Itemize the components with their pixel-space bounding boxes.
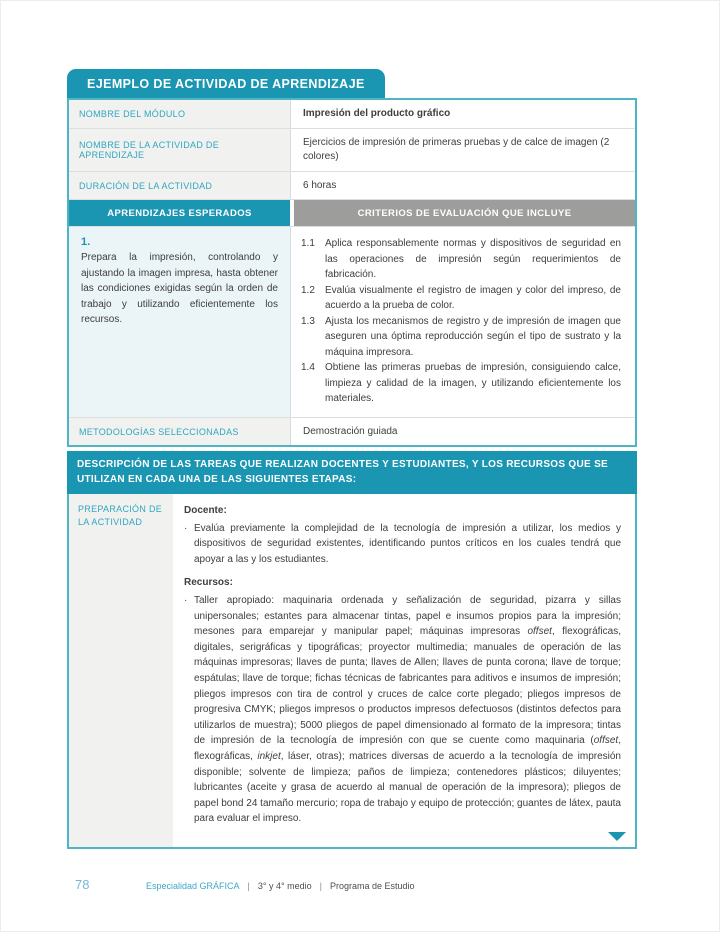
table-row	[69, 172, 635, 201]
section-tab-title: EJEMPLO DE ACTIVIDAD DE APRENDIZAJE	[67, 69, 385, 98]
recursos-bullet-item	[184, 593, 621, 827]
footer-specialty: Especialidad GRÁFICA	[146, 881, 240, 891]
footer-separator: |	[319, 881, 322, 891]
footer-separator: |	[247, 881, 250, 891]
docente-bullet-item	[184, 521, 621, 568]
preparation-label: PREPARACIÓN DE LA ACTIVIDAD	[69, 494, 173, 847]
expected-learning-cell	[69, 227, 290, 417]
criterion-number: 1.1	[301, 238, 315, 249]
footer-grade: 3° y 4° medio	[257, 881, 312, 891]
duration-value: 6 horas	[290, 172, 635, 200]
activity-name-label: NOMBRE DE LA ACTIVIDAD DE APRENDIZAJE	[69, 129, 290, 171]
criterion-item	[301, 360, 621, 407]
activity-name-value: Ejercicios de impresión de primeras pruebas y de calce de imagen (2 colores)	[290, 129, 635, 171]
page-footer	[75, 877, 415, 892]
criterion-text: Evalúa visualmente el registro de imagen y color del impreso, de acuerdo a la prueba de color.	[325, 284, 621, 311]
footer-program: Programa de Estudio	[329, 881, 415, 891]
docente-bullet-text: Evalúa previamente la complejidad de la tecnología de impresión a utilizar, los medios y dispositivos de seguridad existentes, identificando puntos críticos en los cuales tendrá que apoyar a las y los estudiantes.	[194, 522, 621, 565]
bullet-glyph: ·	[184, 522, 188, 534]
table-row	[69, 100, 635, 129]
criterion-item	[301, 314, 621, 361]
expected-learning-number: 1.	[81, 236, 91, 248]
evaluation-criteria-header: CRITERIOS DE EVALUACIÓN QUE INCLUYE	[290, 200, 635, 226]
criterion-item	[301, 283, 621, 314]
table-row	[69, 129, 635, 172]
recursos-heading: Recursos:	[184, 577, 233, 589]
activity-info-table	[67, 98, 637, 447]
table-row	[69, 418, 635, 446]
criterion-item	[301, 236, 621, 283]
methodology-value: Demostración guiada	[290, 418, 635, 446]
page-number: 78	[75, 877, 90, 892]
expected-learning-text: Prepara la impresión, controlando y ajustando la imagen impresa, hasta obtener las condiciones exigidas según la orden de trabajo y utilizando eficientemente los recursos.	[81, 252, 278, 325]
preparation-content	[173, 494, 635, 847]
criterion-text: Obtiene las primeras pruebas de impresión, consiguiendo calce, limpieza y calidad de la imagen, y utilizando eficientemente los materiales.	[325, 362, 621, 404]
continuation-arrow-icon	[608, 832, 626, 841]
criterion-text: Ajusta los mecanismos de registro y de impresión de imagen que aseguren una óptima reproducción según el tipo de sustrato y la máquina impresora.	[325, 315, 621, 358]
criterion-number: 1.4	[301, 362, 315, 373]
methodology-label: METODOLOGÍAS SELECCIONADAS	[69, 418, 290, 446]
module-name-value: Impresión del producto gráfico	[290, 100, 635, 128]
criteria-list	[290, 227, 635, 417]
docente-heading: Docente:	[184, 505, 227, 516]
criterion-number: 1.3	[301, 315, 315, 327]
tasks-description-band: DESCRIPCIÓN DE LAS TAREAS QUE REALIZAN DOCENTES Y ESTUDIANTES, Y LOS RECURSOS QUE SE UTILIZAN EN CADA UNA DE LAS SIGUIENTES ETAPAS:	[67, 451, 637, 494]
criterion-number: 1.2	[301, 284, 315, 296]
learning-headers-row	[69, 200, 635, 227]
activity-sheet	[67, 69, 637, 849]
criterion-text: Aplica responsablemente normas y dispositivos de seguridad en las operaciones de impresión según requerimientos de fabricación.	[325, 238, 621, 280]
learning-content-row	[69, 227, 635, 418]
duration-label: DURACIÓN DE LA ACTIVIDAD	[69, 172, 290, 200]
recursos-bullet-text: Taller apropiado: maquinaria ordenada y señalización de seguridad, pizarra y sillas unipersonales; estantes para almacenar tintas, papel e insumos propios para la impresión; mesones para emparejar y manipular papel; máquinas impresoras offset, flexográficas, digitales, serigráficas y tipográficas; proyector multimedia; manuales de operación de las máquinas impresoras; llaves de punta; llaves de Allen; llaves de punta corona; llave de torque; espátulas; llave de torque; fichas técnicas de fabricantes para aditivos e insumos de impresión; pliegos impresos con tira de control y cruces de calce corte plegado; pliegos impresos de progresiva CMYK; pliegos impresos o productos impresos defectuosos (distintos defectos para utilizarlos de muestra); 5000 pliegos de papel dimensionado al formato de la impresora; tintas de impresión de la tecnología de impresión con que se cuente como maquinaria (offset, flexográficas, inkjet, láser, otras); matrices diversas de acuerdo a la tecnología de impresión disponible; solvente de limpieza; paños de limpieza; contenedores plásticos; diluyentes; lubricantes (aceite y grasa de acuerdo al manual de operación de la impresora); pliegos de papel bond 24 tamaño mercurio; ropa de trabajo y equipo de protección; guantes de látex, pauta para evaluar el impreso.	[194, 594, 621, 825]
module-name-label: NOMBRE DEL MÓDULO	[69, 100, 290, 128]
preparation-section	[67, 494, 637, 849]
expected-learning-header: APRENDIZAJES ESPERADOS	[69, 200, 290, 226]
bullet-glyph: ·	[184, 594, 188, 606]
footer-meta	[146, 881, 415, 891]
